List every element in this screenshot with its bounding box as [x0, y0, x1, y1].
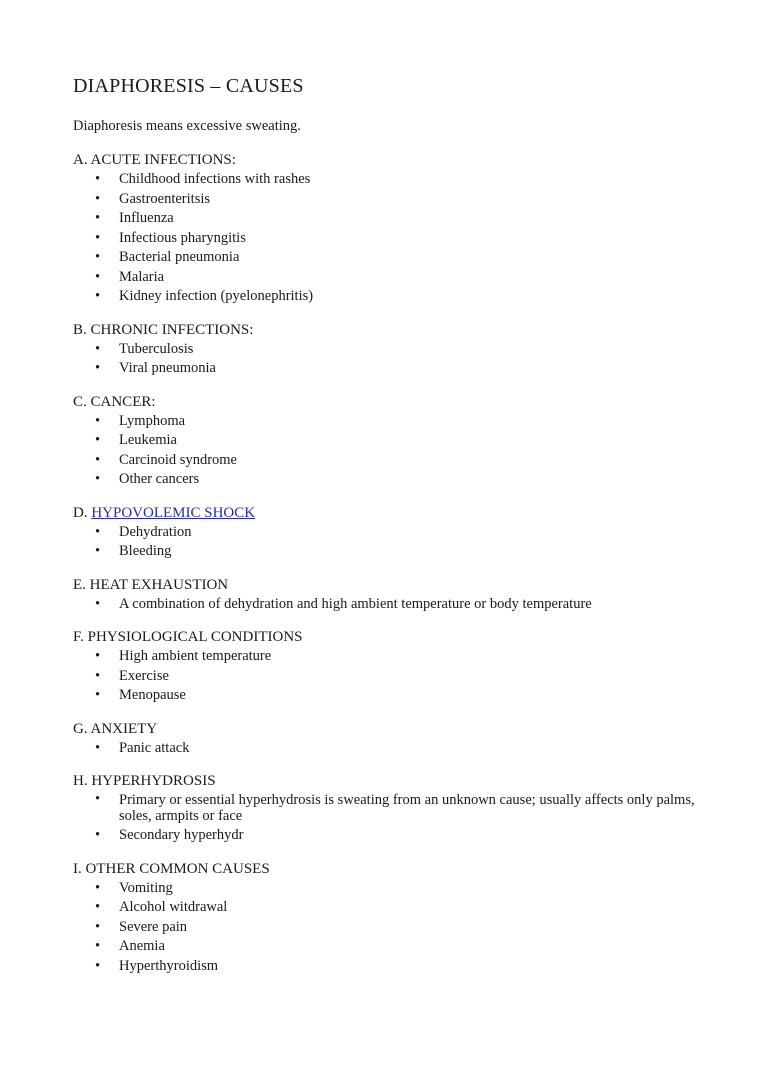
- section-heading-text: OTHER COMMON CAUSES: [85, 860, 270, 877]
- list-item: [73, 170, 713, 190]
- list-item-text: Lymphoma: [119, 412, 186, 429]
- list-item-text: Exercise: [119, 667, 169, 684]
- list-item: [73, 209, 713, 229]
- section-heading: [73, 504, 713, 523]
- list-item-text: Primary or essential hyperhydrosis is sweating from an unknown cause; usually affects only palms, soles, armpits or face: [119, 792, 695, 824]
- list-item: [73, 431, 713, 451]
- bullet-icon: •: [95, 288, 101, 304]
- bullet-icon: •: [95, 595, 101, 612]
- list-item-text: Panic attack: [119, 739, 190, 756]
- list-item: [73, 359, 713, 379]
- section-prefix: E.: [73, 576, 90, 593]
- list-item-text: Secondary hyperhydr: [119, 827, 244, 843]
- list-item-text: Kidney infection (pyelonephritis): [119, 288, 314, 304]
- bullet-icon: •: [95, 918, 101, 935]
- section-heading-text: CHRONIC INFECTIONS:: [90, 321, 254, 338]
- intro-text: Diaphoresis means excessive sweating.: [73, 118, 301, 134]
- section: [73, 860, 713, 977]
- list-item-text: Menopause: [119, 687, 186, 703]
- bullet-icon: •: [95, 523, 101, 540]
- list-item: [73, 287, 713, 307]
- section-heading-text: ANXIETY: [90, 720, 158, 737]
- section: [73, 393, 713, 490]
- list-item-text: High ambient temperature: [119, 648, 272, 664]
- section: [73, 720, 713, 759]
- list-item: [73, 542, 713, 562]
- list-item-text: Vomiting: [119, 879, 173, 896]
- bullet-icon: •: [95, 249, 101, 265]
- list-item: [73, 190, 713, 210]
- list-item-text: Severe pain: [119, 918, 188, 935]
- section-prefix: H.: [73, 773, 92, 789]
- bullet-icon: •: [95, 739, 101, 756]
- section-heading: [73, 772, 713, 791]
- sections-container: [73, 151, 713, 976]
- list-item: [73, 647, 713, 667]
- bullet-list: [73, 412, 713, 490]
- bullet-list: [73, 791, 713, 846]
- list-item: [73, 937, 713, 957]
- bullet-list: [73, 340, 713, 379]
- bullet-icon: •: [95, 827, 101, 843]
- list-item: [73, 918, 713, 938]
- section-heading: [73, 576, 713, 595]
- section-prefix: G.: [73, 720, 91, 737]
- bullet-icon: •: [95, 451, 101, 468]
- list-item: [73, 667, 713, 687]
- section-prefix: C.: [73, 393, 91, 410]
- section-prefix: I.: [73, 860, 86, 877]
- bullet-list: [73, 523, 713, 562]
- section-heading-text: HYPERHYDROSIS: [91, 773, 216, 789]
- list-item-text: Viral pneumonia: [119, 360, 216, 376]
- section: [73, 151, 713, 307]
- bullet-icon: •: [95, 899, 101, 915]
- document-page: [73, 74, 713, 990]
- section: [73, 321, 713, 379]
- list-item: [73, 879, 713, 899]
- bullet-list: [73, 879, 713, 977]
- bullet-list: [73, 170, 713, 307]
- bullet-icon: •: [95, 210, 101, 226]
- bullet-icon: •: [95, 879, 101, 896]
- bullet-icon: •: [95, 791, 101, 807]
- bullet-list: [73, 739, 713, 759]
- list-item: [73, 739, 713, 759]
- bullet-list: [73, 595, 713, 615]
- section-heading: [73, 720, 713, 739]
- bullet-icon: •: [95, 360, 101, 376]
- section: [73, 628, 713, 706]
- list-item-text: Carcinoid syndrome: [119, 451, 237, 468]
- list-item-text: Childhood infections with rashes: [119, 171, 311, 187]
- list-item-text: Bleeding: [119, 543, 172, 559]
- list-item-text: Gastroenteritsis: [119, 190, 211, 207]
- list-item: [73, 957, 713, 977]
- bullet-icon: •: [95, 171, 101, 187]
- section-heading: [73, 321, 713, 340]
- bullet-list: [73, 647, 713, 706]
- bullet-icon: •: [95, 471, 101, 487]
- section-heading: [73, 860, 713, 879]
- bullet-icon: •: [95, 229, 101, 246]
- bullet-icon: •: [95, 190, 101, 207]
- section: [73, 576, 713, 615]
- list-item-text: Alcohol witdrawal: [119, 899, 228, 915]
- section-heading: [73, 151, 713, 170]
- bullet-icon: •: [95, 957, 101, 974]
- list-item: [73, 523, 713, 543]
- list-item-text: Malaria: [119, 268, 165, 285]
- list-item: [73, 470, 713, 490]
- bullet-icon: •: [95, 938, 101, 954]
- section-heading: [73, 393, 713, 412]
- list-item: [73, 898, 713, 918]
- section-heading-text: ACUTE INFECTIONS:: [90, 152, 236, 168]
- section-prefix: D.: [73, 504, 92, 521]
- section-prefix: F.: [73, 629, 88, 645]
- list-item: [73, 826, 713, 846]
- section-heading-text: HEAT EXHAUSTION: [89, 576, 229, 593]
- list-item: [73, 791, 713, 826]
- section: [73, 772, 713, 846]
- list-item: [73, 248, 713, 268]
- list-item-text: Infectious pharyngitis: [119, 229, 246, 246]
- bullet-icon: •: [95, 687, 101, 703]
- bullet-icon: •: [95, 648, 101, 664]
- section-heading-link[interactable]: HYPOVOLEMIC SHOCK: [91, 504, 256, 521]
- list-item: [73, 340, 713, 360]
- bullet-icon: •: [95, 340, 101, 357]
- bullet-icon: •: [95, 432, 101, 448]
- list-item: [73, 268, 713, 288]
- list-item: [73, 229, 713, 249]
- section-heading-text: PHYSIOLOGICAL CONDITIONS: [87, 629, 303, 645]
- bullet-icon: •: [95, 543, 101, 559]
- list-item-text: Dehydration: [119, 523, 192, 540]
- page-title: DIAPHORESIS – CAUSES: [73, 75, 304, 97]
- list-item: [73, 412, 713, 432]
- list-item-text: Tuberculosis: [119, 340, 194, 357]
- list-item-text: Bacterial pneumonia: [119, 249, 240, 265]
- list-item: [73, 451, 713, 471]
- list-item-text: Other cancers: [119, 471, 200, 487]
- bullet-icon: •: [95, 268, 101, 285]
- bullet-icon: •: [95, 667, 101, 684]
- list-item-text: Influenza: [119, 210, 174, 226]
- section-prefix: A.: [73, 152, 91, 168]
- section-heading: [73, 628, 713, 647]
- list-item-text: Hyperthyroidism: [119, 957, 219, 974]
- list-item: [73, 686, 713, 706]
- list-item-text: Anemia: [119, 938, 165, 954]
- list-item-text: A combination of dehydration and high ambient temperature or body temperature: [119, 595, 592, 612]
- list-item-text: Leukemia: [119, 432, 177, 448]
- section: [73, 504, 713, 562]
- section-prefix: B.: [73, 321, 91, 338]
- bullet-icon: •: [95, 412, 101, 429]
- list-item: [73, 595, 713, 615]
- section-heading-text: CANCER:: [90, 393, 156, 410]
